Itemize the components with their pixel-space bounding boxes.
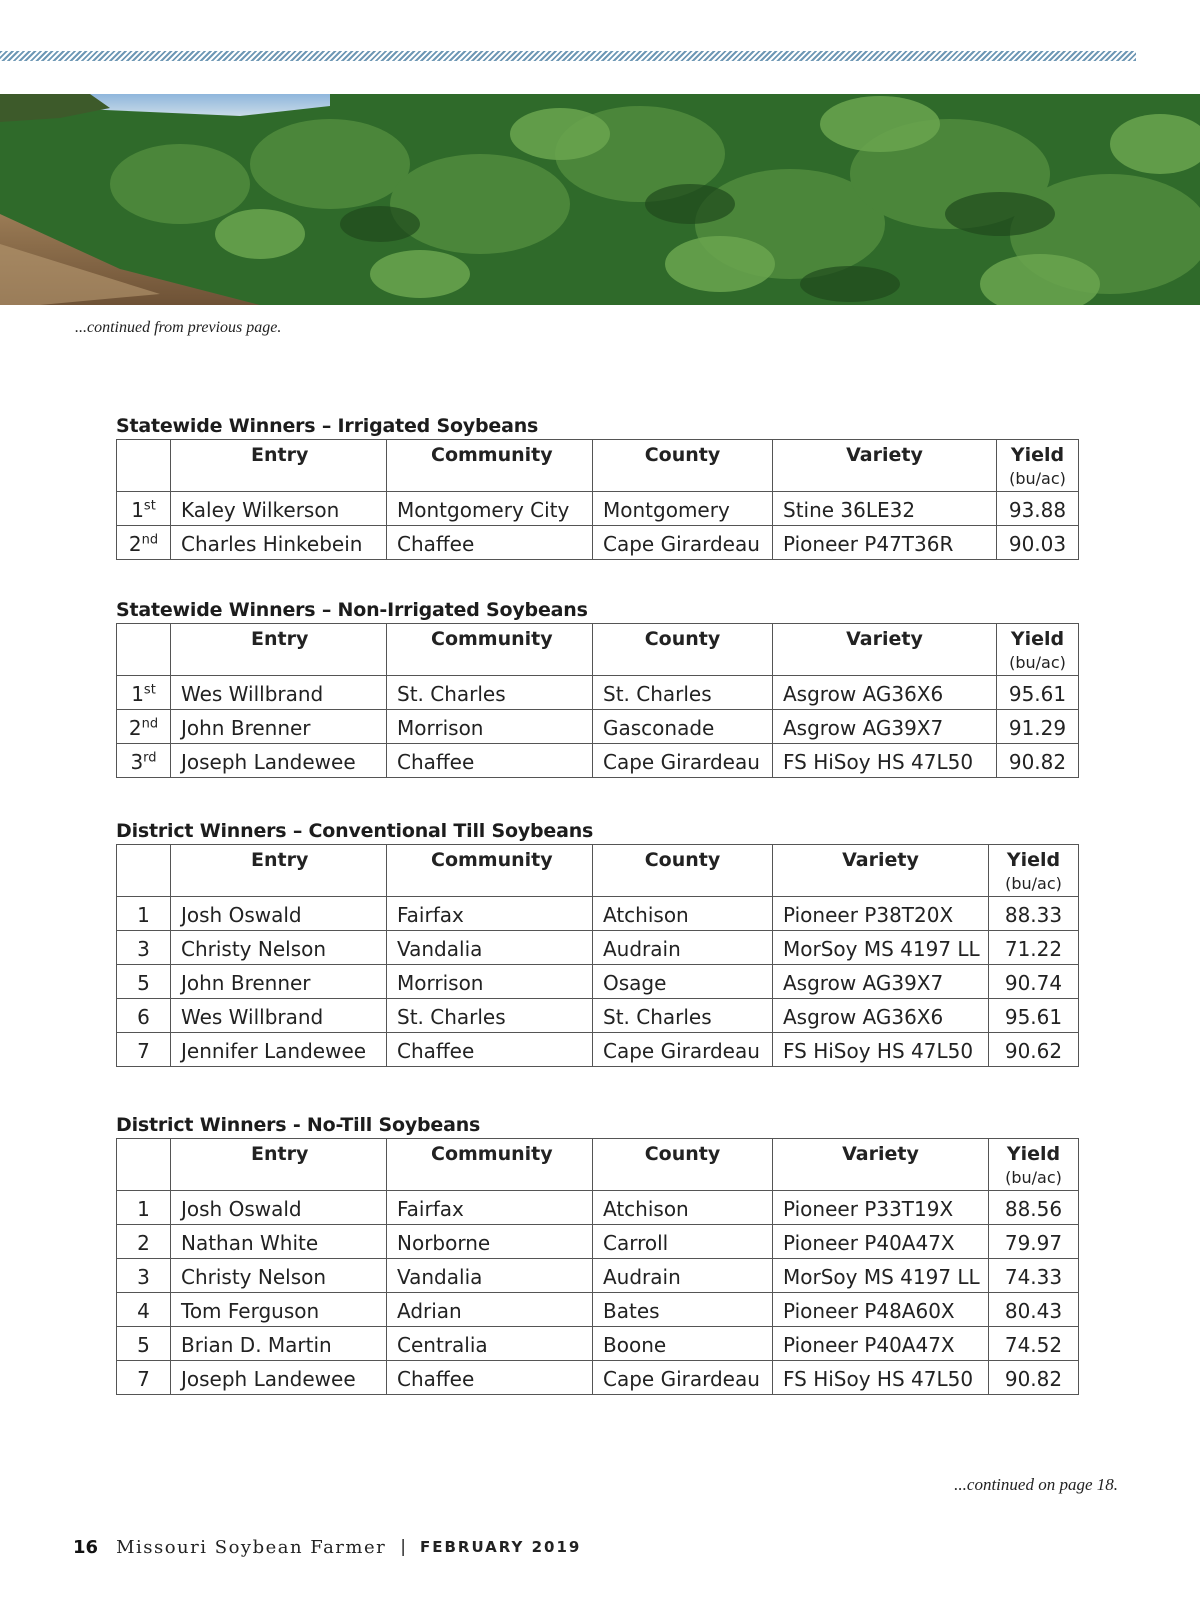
yield-cell: 71.22 <box>989 931 1079 965</box>
table-row <box>117 710 1079 744</box>
yield-cell: 90.82 <box>989 1361 1079 1395</box>
table-row <box>117 897 1079 931</box>
section-title: Statewide Winners – Irrigated Soybeans <box>116 415 539 437</box>
county-cell: Cape Girardeau <box>593 526 773 560</box>
entry-cell: Josh Oswald <box>171 1191 387 1225</box>
county-header: County <box>593 1139 773 1191</box>
yield-unit: (bu/ac) <box>1009 469 1066 488</box>
variety-header: Variety <box>773 1139 989 1191</box>
table-row <box>117 492 1079 526</box>
community-cell: Chaffee <box>387 1361 593 1395</box>
entry-cell: Christy Nelson <box>171 1259 387 1293</box>
variety-cell: Pioneer P38T20X <box>773 897 989 931</box>
page-footer <box>73 1536 581 1558</box>
community-cell: Morrison <box>387 710 593 744</box>
variety-cell: Stine 36LE32 <box>773 492 997 526</box>
table-row <box>117 1361 1079 1395</box>
page-number: 16 <box>73 1536 99 1558</box>
variety-cell: Asgrow AG39X7 <box>773 965 989 999</box>
community-cell: Montgomery City <box>387 492 593 526</box>
yield-cell: 90.82 <box>997 744 1079 778</box>
rank-cell: 3rd <box>117 744 171 778</box>
section-irrigated <box>116 413 1078 560</box>
table-row <box>117 676 1079 710</box>
rank-cell: 2nd <box>117 710 171 744</box>
county-cell: St. Charles <box>593 999 773 1033</box>
entry-cell: Wes Willbrand <box>171 676 387 710</box>
rank-cell: 2nd <box>117 526 171 560</box>
rank-header <box>117 440 171 492</box>
variety-cell: Asgrow AG36X6 <box>773 999 989 1033</box>
community-cell: Chaffee <box>387 1033 593 1067</box>
variety-cell: Asgrow AG36X6 <box>773 676 997 710</box>
section-title: Statewide Winners – Non-Irrigated Soybeans <box>116 599 588 621</box>
variety-cell: FS HiSoy HS 47L50 <box>773 744 997 778</box>
table-header-row <box>117 845 1079 897</box>
results-table <box>116 439 1079 560</box>
yield-cell: 80.43 <box>989 1293 1079 1327</box>
county-cell: Cape Girardeau <box>593 744 773 778</box>
yield-cell: 90.74 <box>989 965 1079 999</box>
entry-cell: Nathan White <box>171 1225 387 1259</box>
yield-header <box>989 845 1079 897</box>
community-cell: Fairfax <box>387 1191 593 1225</box>
yield-unit: (bu/ac) <box>1005 874 1062 893</box>
results-table <box>116 623 1079 778</box>
community-header: Community <box>387 440 593 492</box>
county-cell: Cape Girardeau <box>593 1361 773 1395</box>
yield-cell: 74.33 <box>989 1259 1079 1293</box>
yield-cell: 93.88 <box>997 492 1079 526</box>
variety-cell: Pioneer P33T19X <box>773 1191 989 1225</box>
magazine-title: Missouri Soybean Farmer <box>116 1536 387 1558</box>
county-cell: Audrain <box>593 931 773 965</box>
community-cell: Adrian <box>387 1293 593 1327</box>
community-header: Community <box>387 845 593 897</box>
rank-cell: 1 <box>117 1191 171 1225</box>
section-title: District Winners – Conventional Till Soybeans <box>116 820 594 842</box>
rank-cell: 3 <box>117 1259 171 1293</box>
entry-cell: Brian D. Martin <box>171 1327 387 1361</box>
yield-unit: (bu/ac) <box>1009 653 1066 672</box>
community-cell: Norborne <box>387 1225 593 1259</box>
rank-header <box>117 1139 171 1191</box>
continued-from-note: ...continued from previous page. <box>75 319 282 336</box>
issue-date: FEBRUARY 2019 <box>419 1538 582 1556</box>
decorative-stripe-band <box>0 51 1136 61</box>
county-header: County <box>593 624 773 676</box>
county-cell: Osage <box>593 965 773 999</box>
table-row <box>117 1327 1079 1361</box>
entry-cell: Wes Willbrand <box>171 999 387 1033</box>
yield-label: Yield <box>1010 444 1065 466</box>
yield-cell: 91.29 <box>997 710 1079 744</box>
county-cell: Atchison <box>593 1191 773 1225</box>
rank-header <box>117 845 171 897</box>
community-cell: Morrison <box>387 965 593 999</box>
community-header: Community <box>387 624 593 676</box>
county-cell: St. Charles <box>593 676 773 710</box>
variety-header: Variety <box>773 440 997 492</box>
rank-cell: 1 <box>117 897 171 931</box>
rank-cell: 1st <box>117 676 171 710</box>
footer-separator: | <box>400 1537 406 1557</box>
rank-cell: 7 <box>117 1361 171 1395</box>
rank-cell: 7 <box>117 1033 171 1067</box>
entry-cell: Charles Hinkebein <box>171 526 387 560</box>
yield-cell: 74.52 <box>989 1327 1079 1361</box>
community-cell: Chaffee <box>387 526 593 560</box>
county-cell: Carroll <box>593 1225 773 1259</box>
table-header-row <box>117 1139 1079 1191</box>
table-row <box>117 1033 1079 1067</box>
county-cell: Atchison <box>593 897 773 931</box>
yield-header <box>989 1139 1079 1191</box>
community-cell: Chaffee <box>387 744 593 778</box>
variety-cell: Pioneer P40A47X <box>773 1225 989 1259</box>
results-table <box>116 1138 1079 1395</box>
table-row <box>117 999 1079 1033</box>
entry-header: Entry <box>171 1139 387 1191</box>
yield-cell: 90.03 <box>997 526 1079 560</box>
entry-cell: Joseph Landewee <box>171 744 387 778</box>
community-header: Community <box>387 1139 593 1191</box>
community-cell: Vandalia <box>387 1259 593 1293</box>
rank-cell: 5 <box>117 1327 171 1361</box>
soybean-field-photo <box>0 94 1200 305</box>
section-title: District Winners - No-Till Soybeans <box>116 1114 481 1136</box>
entry-cell: Kaley Wilkerson <box>171 492 387 526</box>
county-cell: Gasconade <box>593 710 773 744</box>
table-row <box>117 744 1079 778</box>
yield-cell: 90.62 <box>989 1033 1079 1067</box>
variety-cell: Pioneer P40A47X <box>773 1327 989 1361</box>
table-row <box>117 931 1079 965</box>
rank-cell: 6 <box>117 999 171 1033</box>
entry-cell: Josh Oswald <box>171 897 387 931</box>
yield-cell: 95.61 <box>989 999 1079 1033</box>
variety-cell: Pioneer P47T36R <box>773 526 997 560</box>
county-cell: Cape Girardeau <box>593 1033 773 1067</box>
county-cell: Montgomery <box>593 492 773 526</box>
yield-label: Yield <box>1006 1143 1061 1165</box>
section-conventional-till <box>116 818 1078 1067</box>
variety-cell: MorSoy MS 4197 LL <box>773 931 989 965</box>
community-cell: Vandalia <box>387 931 593 965</box>
entry-cell: John Brenner <box>171 710 387 744</box>
variety-cell: Pioneer P48A60X <box>773 1293 989 1327</box>
yield-header <box>997 624 1079 676</box>
soybean-field-illustration <box>0 94 1200 305</box>
table-row <box>117 1191 1079 1225</box>
community-cell: St. Charles <box>387 999 593 1033</box>
variety-cell: Asgrow AG39X7 <box>773 710 997 744</box>
results-table <box>116 844 1079 1067</box>
county-header: County <box>593 440 773 492</box>
table-row <box>117 965 1079 999</box>
rank-cell: 5 <box>117 965 171 999</box>
yield-header <box>997 440 1079 492</box>
county-header: County <box>593 845 773 897</box>
section-no-till <box>116 1112 1078 1395</box>
yield-label: Yield <box>1006 849 1061 871</box>
table-row <box>117 526 1079 560</box>
entry-header: Entry <box>171 440 387 492</box>
table-row <box>117 1259 1079 1293</box>
community-cell: Centralia <box>387 1327 593 1361</box>
entry-cell: Christy Nelson <box>171 931 387 965</box>
entry-cell: John Brenner <box>171 965 387 999</box>
variety-header: Variety <box>773 845 989 897</box>
variety-cell: MorSoy MS 4197 LL <box>773 1259 989 1293</box>
yield-cell: 95.61 <box>997 676 1079 710</box>
yield-cell: 88.56 <box>989 1191 1079 1225</box>
county-cell: Audrain <box>593 1259 773 1293</box>
table-header-row <box>117 440 1079 492</box>
continued-on-note: ...continued on page 18. <box>954 1475 1118 1494</box>
rank-cell: 4 <box>117 1293 171 1327</box>
yield-cell: 88.33 <box>989 897 1079 931</box>
entry-cell: Joseph Landewee <box>171 1361 387 1395</box>
yield-label: Yield <box>1010 628 1065 650</box>
section-non-irrigated <box>116 597 1078 778</box>
yield-unit: (bu/ac) <box>1005 1168 1062 1187</box>
yield-cell: 79.97 <box>989 1225 1079 1259</box>
table-row <box>117 1293 1079 1327</box>
variety-cell: FS HiSoy HS 47L50 <box>773 1361 989 1395</box>
table-header-row <box>117 624 1079 676</box>
entry-cell: Tom Ferguson <box>171 1293 387 1327</box>
variety-cell: FS HiSoy HS 47L50 <box>773 1033 989 1067</box>
community-cell: St. Charles <box>387 676 593 710</box>
rank-cell: 3 <box>117 931 171 965</box>
rank-cell: 1st <box>117 492 171 526</box>
county-cell: Bates <box>593 1293 773 1327</box>
entry-header: Entry <box>171 845 387 897</box>
variety-header: Variety <box>773 624 997 676</box>
entry-cell: Jennifer Landewee <box>171 1033 387 1067</box>
entry-header: Entry <box>171 624 387 676</box>
county-cell: Boone <box>593 1327 773 1361</box>
rank-header <box>117 624 171 676</box>
rank-cell: 2 <box>117 1225 171 1259</box>
table-row <box>117 1225 1079 1259</box>
community-cell: Fairfax <box>387 897 593 931</box>
